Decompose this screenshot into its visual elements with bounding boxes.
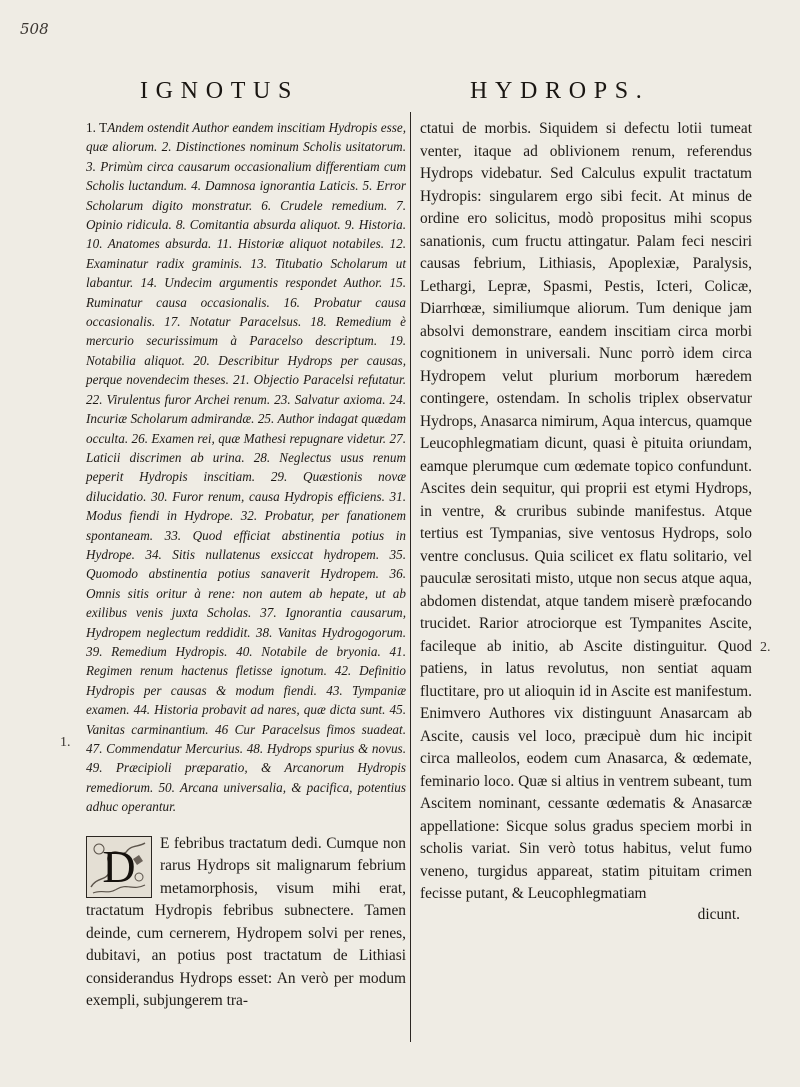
right-body-text: ctatui de morbis. Siquidem si defectu lotii tumeat venter, itaque ad oblivionem renum, referendus Hydrops videbatur. Sed Calculus expulit tractatum Hydropis: singularem ergo sibi fecit. At minus de ordine ero solicitus, modò propositus mihi scopus sanationis, cum fructu attingatur. Palam feci nesciri causas febrium, Lithiasis, Apoplexiæ, Paralysis, Lethargi, Lepræ, Spasmi, Pestis, Icteri, Colicæ, Diarrhœæ, similiumque aliorum. Tum denique jam absolvi demonstrare, eandem inscitiam circa morbi cognitionem in universali. Nunc porrò idem circa Hydropem velut plurium morborum hæredem contingere, ostendam. In scholis triplex observatur Hydrops, Anasarca nimirum, Aqua intercus, quamque Leucophlegmatiam dicunt, quasi è pituita oriundam, eamque plerumque cum œdemate topico confundunt. Ascites dein sequitur, qui proprii est etymi Hydrops, in ventre, & cruribus subinde manifestus. Atque tertius est Tympanias, sive ventosus Hydrops, solo ventre conclusus. Quia scilicet ex flatu solitario, vel pauculæ serositati misto, utque non secus atque aqua, abdomen distendat, atque tandem miserè præfocando trucidet. Rarior atrociorque est Tympanites Ascite, facileque ab initio, ab Ascite distinguitur. Quod patiens, in latus revolutus, non sentiat aquam fluctitare, pro ut alioquin id in Ascite est manifestum. Enimvero Authores vix distinguunt Anasarcam ab Ascite, causis vel loco, præcipuè dum hic incipit circa malleolos, eodem cum Anasarca, & œdemate, feminario loco. Quæ si altius in ventrem subeant, tum Ascitem nominant, cessante œdematis & Anasarcæ appellatione: Sicque solus gradus speciem morbi in scholis variat. Sin verò totus habitus, velut fumo veneno, turgidus appareat, statim pituitam crimen fecisse putant, & Leucophlegmatiam bbox=[420, 120, 752, 902]
margin-number-left: 1. bbox=[60, 735, 71, 750]
running-head-left: IGNOTUS bbox=[140, 78, 300, 104]
summary-initial: 1. T bbox=[86, 120, 108, 135]
chapter-summary bbox=[86, 118, 406, 817]
running-head-right: HYDROPS. bbox=[470, 78, 650, 104]
left-body-text: E febribus tractatum dedi. Cumque non rarus Hydrops sit malignarum febrium metamorphosis, visum mihi erat, tractatum Hydropis febribus subnectere. Tamen deinde, cum cernerem, Hydropem solvi per renes, dubitavi, an potius post tractatum de Lithiasi considerandus Hydrops esset: An verò per modum exempli, subjungerem tra- bbox=[86, 834, 406, 1010]
summary-text: Andem ostendit Author eandem inscitiam Hydropis esse, quæ aliorum. 2. Distinctiones nominum Scholis usitatorum. 3. Primùm circa causarum occasionalium differentiam cum Scholis luctandum. 4. Damnosa ignorantia Laticis. 5. Error Scholarum digito monstratur. 6. Crudele remedium. 7. Opinio ridicula. 8. Comitantia absurda aliquot. 9. Historia. 10. Anatomes absurda. 11. Historiæ aliquot notabiles. 12. Examinatur radix graminis. 13. Titubatio Scholarum ut labantur. 14. Undecim argumentis respondet Author. 15. Ruminatur causa occasionalis. 16. Probatur causa occasionalis. 17. Notatur Paracelsus. 18. Remedium è mercurio securissimum à Paracelso descriptum. 19. Notabilia aliquot. 20. Describitur Hydrops per causas, perque novendecim theses. 21. Objectio Paracelsi refutatur. 22. Virulentus furor Archei renum. 23. Salvatur axioma. 24. Incuriæ Scholarum admirandæ. 25. Author indagat quædam occulta. 26. Examen rei, quæ Mathesi repugnare videtur. 27. Laticii discrimen ab urina. 28. Neglectus usus renum peperit Hydropis inscitiam. 29. Quæstionis novæ dilucidatio. 30. Furor renum, causa Hydropis efficiens. 31. Modus fiendi in Hydrope. 32. Probatur, per fanationem spontaneam. 33. Quod efficiat abstinentia potius in Hydrope. 34. Sitis nullatenus exsiccat hydropem. 35. Quomodo abstinentia potius sanaverit Hydropem. 36. Omnis sitis oritur à rene: non autem ab hepate, ut ab exilibus venis juxta Scholas. 37. Ignorantia causarum, Hydropem neglectum reddidit. 38. Vanitas Hydrogogorum. 39. Remedium Hydropis. 40. Notabile de bryonia. 41. Regimen renum hactenus fletisse ignotum. 42. Definitio Hydropis per causas & modum fiendi. 43. Tympaniæ examen. 44. Historia probavit ad nares, quæ dicta sunt. 45. Vanitas carminantium. 46 Cur Paracelsus fimos suadeat. 47. Commendatur Mercurius. 48. Hydrops spurius & novus. 49. Præcipioli præparatio, & Arcanorum Hydropis remediorum. 50. Arcana universalia, & pacifica, potentius adhuc operantur. bbox=[86, 120, 406, 815]
left-column bbox=[86, 118, 406, 1013]
decorated-initial bbox=[86, 836, 152, 898]
right-column bbox=[420, 118, 752, 924]
initial-letter: D bbox=[102, 840, 136, 892]
margin-number-right: 2. bbox=[760, 640, 771, 655]
page-number: 508 bbox=[20, 20, 49, 38]
chapter-opening bbox=[86, 833, 406, 1013]
column-rule bbox=[410, 112, 411, 1042]
catchword: dicunt. bbox=[697, 905, 740, 923]
